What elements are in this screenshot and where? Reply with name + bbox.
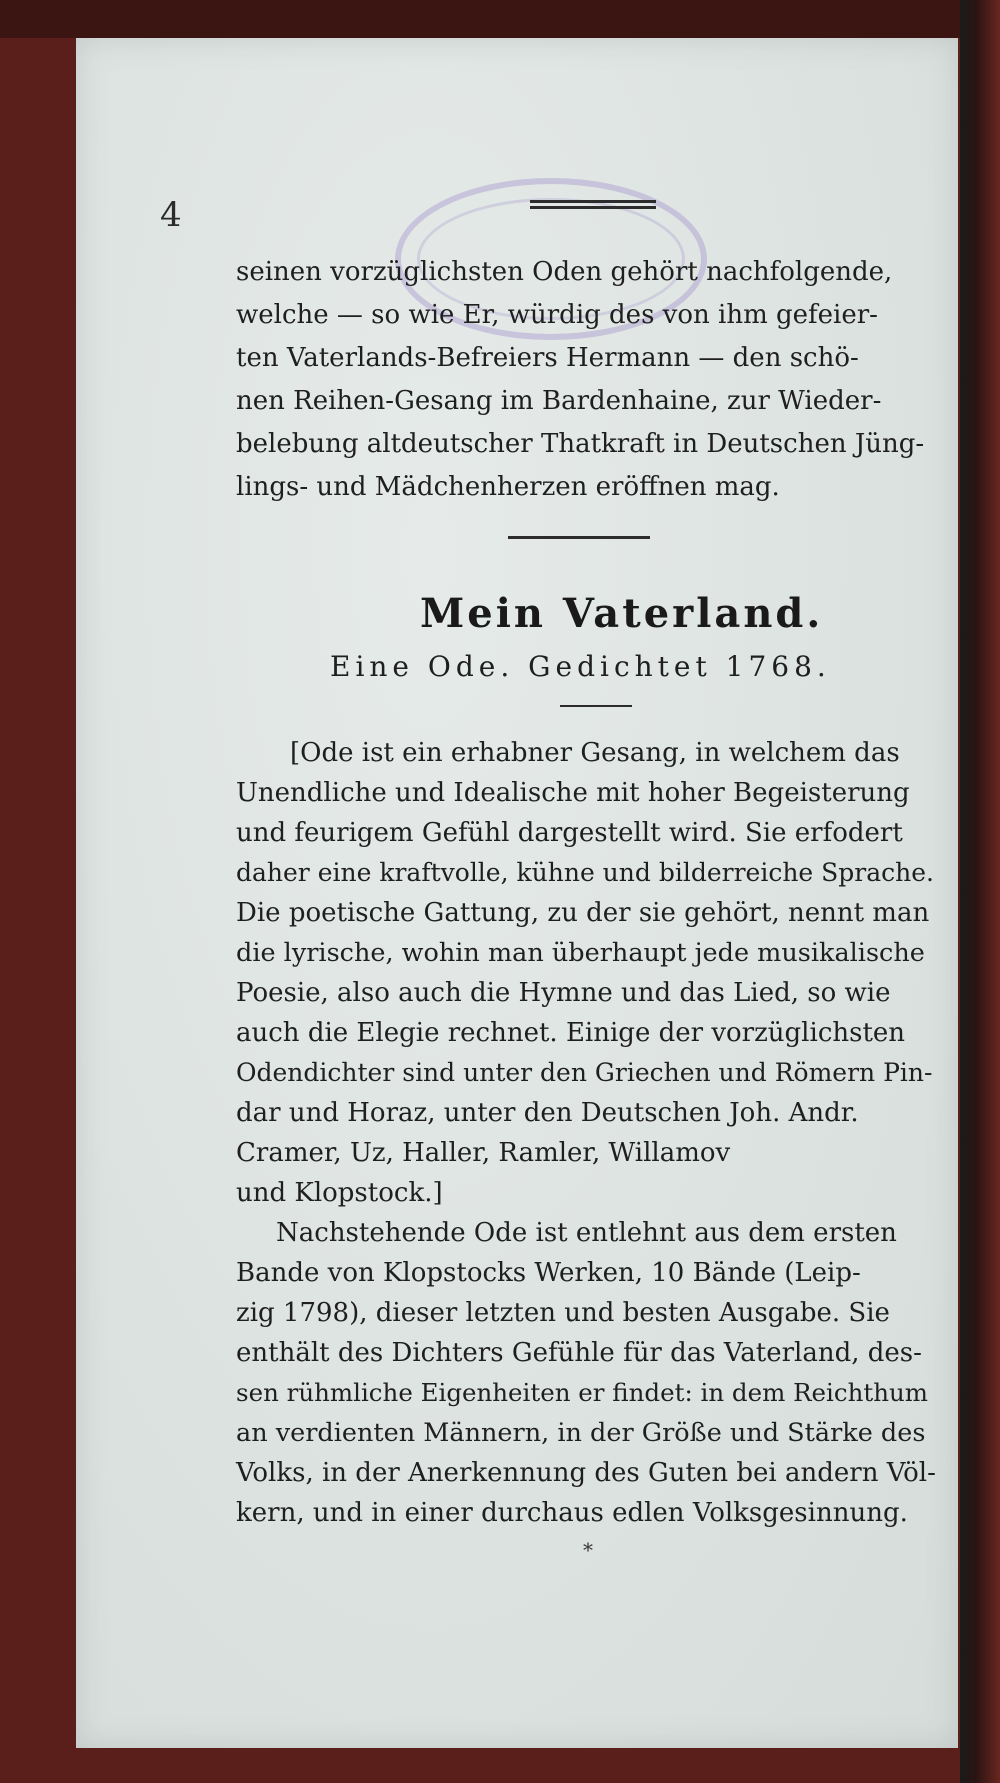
paragraph-line: und feurigem Gefühl dargestellt wird. Sie erfodert — [236, 818, 903, 848]
scan-background-top — [0, 0, 1000, 38]
paragraph-line: auch die Elegie rechnet. Einige der vorzüglichsten — [236, 1018, 906, 1048]
paragraph-line: zig 1798), dieser letzten und besten Ausgabe. Sie — [236, 1298, 890, 1328]
intro-line: seinen vorzüglichsten Oden gehört nachfolgende, — [236, 257, 893, 287]
paragraph-line: Unendliche und Idealische mit hoher Begeisterung — [236, 778, 910, 808]
paragraph-line: Bande von Klopstocks Werken, 10 Bände (Leip- — [236, 1258, 861, 1288]
paragraph-line: Poesie, also auch die Hymne und das Lied, so wie — [236, 978, 891, 1008]
intro-line: welche — so wie Er, würdig des von ihm gefeier- — [236, 300, 878, 330]
paragraph-line: enthält des Dichters Gefühle für das Vaterland, des- — [236, 1338, 922, 1368]
paragraph-line: sen rühmliche Eigenheiten er findet: in dem Reichthum — [236, 1378, 929, 1407]
poem-title: Mein Vaterland. — [420, 590, 824, 637]
intro-line: ten Vaterlands-Befreiers Hermann — den schö- — [236, 343, 859, 373]
section-divider — [508, 536, 650, 539]
paragraph-line: an verdienten Männern, in der Größe und Stärke des — [236, 1418, 926, 1448]
paragraph-line: die lyrische, wohin man überhaupt jede musikalische — [236, 938, 925, 968]
intro-line: nen Reihen-Gesang im Bardenhaine, zur Wieder- — [236, 386, 882, 416]
intro-line: belebung altdeutscher Thatkraft in Deutschen Jüng- — [236, 429, 925, 459]
paragraph-line: [Ode ist ein erhabner Gesang, in welchem das — [290, 738, 900, 768]
paragraph-line: Odendichter sind unter den Griechen und Römern Pin- — [236, 1058, 933, 1087]
bottom-mark: * — [583, 1538, 593, 1562]
paragraph-line: Volks, in der Anerkennung des Guten bei andern Völ- — [236, 1458, 936, 1488]
paragraph-line: daher eine kraftvolle, kühne und bilderreiche Sprache. — [236, 858, 934, 887]
subtitle-rule — [560, 705, 632, 707]
intro-line: lings- und Mädchenherzen eröffnen mag. — [236, 472, 780, 502]
paragraph-line: kern, und in einer durchaus edlen Volksgesinnung. — [236, 1498, 908, 1528]
paragraph-line: Cramer, Uz, Haller, Ramler, Willamov — [236, 1138, 731, 1168]
paragraph-line: Nachstehende Ode ist entlehnt aus dem ersten — [276, 1218, 897, 1248]
book-spine-edge — [960, 0, 1000, 1783]
page-number: 4 — [160, 195, 182, 235]
paragraph-line: Die poetische Gattung, zu der sie gehört, nennt man — [236, 898, 930, 928]
header-rule — [530, 200, 656, 210]
poem-subtitle: Eine Ode. Gedichtet 1768. — [330, 650, 831, 683]
paragraph-line: dar und Horaz, unter den Deutschen Joh. Andr. — [236, 1098, 859, 1128]
paragraph-line: und Klopstock.] — [236, 1178, 443, 1208]
